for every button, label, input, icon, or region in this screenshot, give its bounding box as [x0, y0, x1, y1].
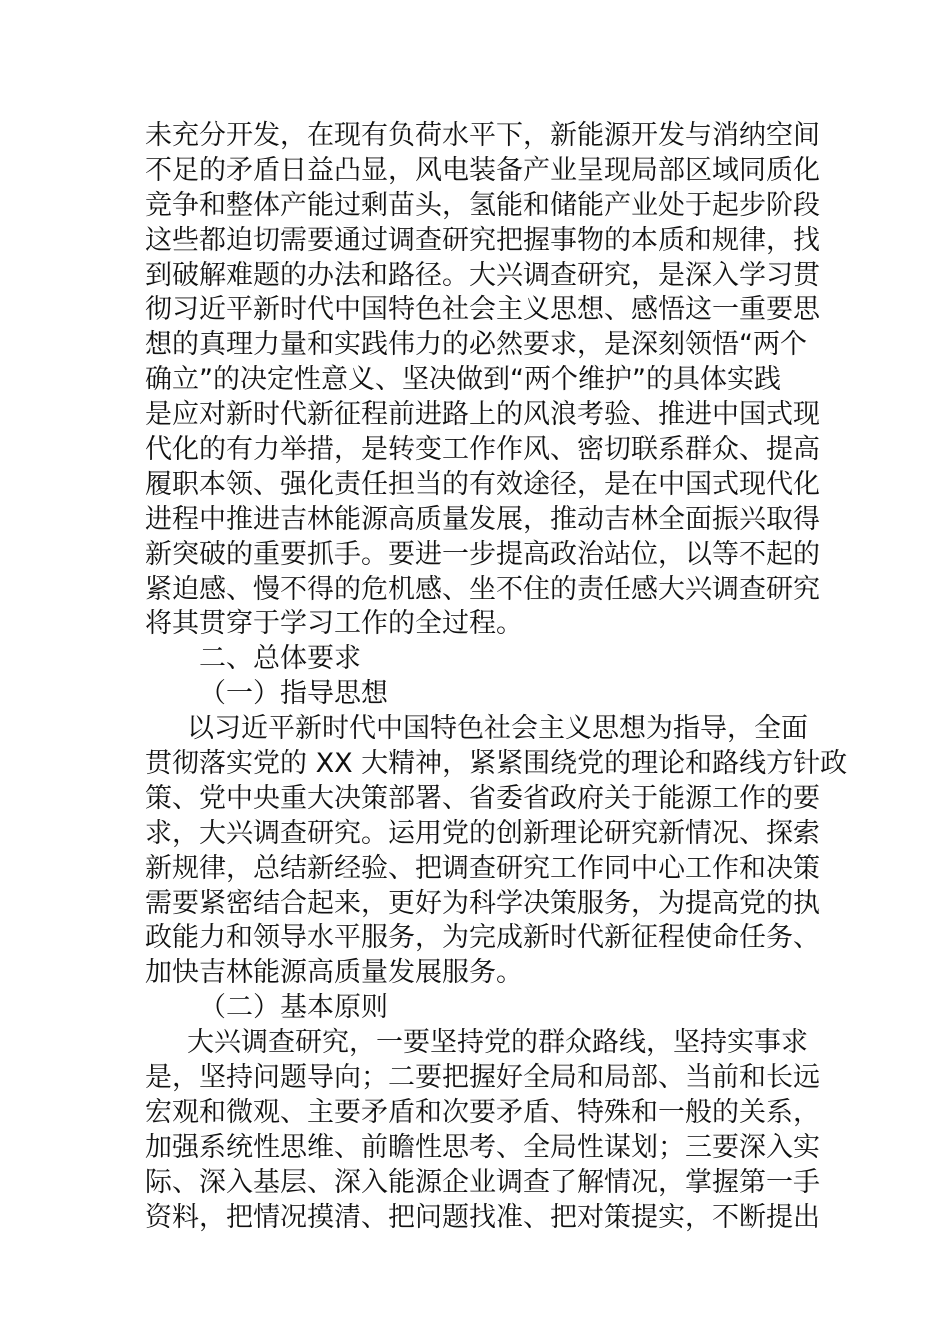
- text-line: 确立”的决定性意义、坚决做到“两个维护”的具体实践: [145, 364, 781, 396]
- text-line: 策、党中央重大决策部署、省委省政府关于能源工作的要: [145, 782, 820, 814]
- paragraph-first-line: 以习近平新时代中国特色社会主义思想为指导，全面: [187, 713, 808, 745]
- text-line: 是，坚持问题导向；二要把握好全局和局部、当前和长远: [145, 1062, 820, 1094]
- text-line: 想的真理力量和实践伟力的必然要求，是深刻领悟“两个: [145, 329, 807, 361]
- text-line: 需要紧密结合起来，更好为科学决策服务，为提高党的执: [145, 887, 820, 919]
- text-line: 宏观和微观、主要矛盾和次要矛盾、特殊和一般的关系，: [145, 1096, 820, 1128]
- text-line: 不足的矛盾日益凸显，风电装备产业呈现局部区域同质化: [145, 154, 820, 186]
- text-line: 政能力和领导水平服务，为完成新时代新征程使命任务、: [145, 922, 820, 954]
- text-line: 进程中推进吉林能源高质量发展，推动吉林全面振兴取得: [145, 503, 820, 535]
- text-line: 加强系统性思维、前瞻性思考、全局性谋划；三要深入实: [145, 1131, 820, 1163]
- text-line: 紧迫感、慢不得的危机感、坐不住的责任感大兴调查研究: [145, 573, 820, 605]
- text-line: 新突破的重要抓手。要进一步提高政治站位，以等不起的: [145, 538, 820, 570]
- text-line: 将其贯穿于学习工作的全过程。: [145, 608, 523, 640]
- section-heading: 二、总体要求: [199, 643, 361, 675]
- text-line: 际、深入基层、深入能源企业调查了解情况，掌握第一手: [145, 1166, 820, 1198]
- text-line: 贯彻落实党的 XX 大精神，紧紧围绕党的理论和路线方针政: [145, 748, 848, 780]
- text-line: 新规律，总结新经验、把调查研究工作同中心工作和决策: [145, 852, 820, 884]
- text-line: 彻习近平新时代中国特色社会主义思想、感悟这一重要思: [145, 294, 820, 326]
- text-line: 这些都迫切需要通过调查研究把握事物的本质和规律，找: [145, 224, 820, 256]
- text-line: 竞争和整体产能过剩苗头，氢能和储能产业处于起步阶段: [145, 189, 820, 221]
- text-line: 未充分开发，在现有负荷水平下，新能源开发与消纳空间: [145, 120, 820, 151]
- text-line: 资料，把情况摸清、把问题找准、把对策提实，不断提出: [145, 1201, 820, 1233]
- text-line: 求，大兴调查研究。运用党的创新理论研究新情况、探索: [145, 817, 820, 849]
- text-line: 履职本领、强化责任担当的有效途径，是在中国式现代化: [145, 468, 820, 500]
- body-text: [145, 119, 848, 1236]
- text-line: 到破解难题的办法和路径。大兴调查研究，是深入学习贯: [145, 259, 820, 291]
- subsection-heading: （一）指导思想: [199, 678, 388, 710]
- text-line: 代化的有力举措，是转变工作作风、密切联系群众、提高: [145, 434, 820, 466]
- text-line: 加快吉林能源高质量发展服务。: [145, 957, 523, 989]
- subsection-heading: （二）基本原则: [199, 992, 388, 1024]
- text-line: 是应对新时代新征程前进路上的风浪考验、推进中国式现: [145, 399, 820, 431]
- paragraph-first-line: 大兴调查研究，一要坚持党的群众路线，坚持实事求: [187, 1027, 808, 1059]
